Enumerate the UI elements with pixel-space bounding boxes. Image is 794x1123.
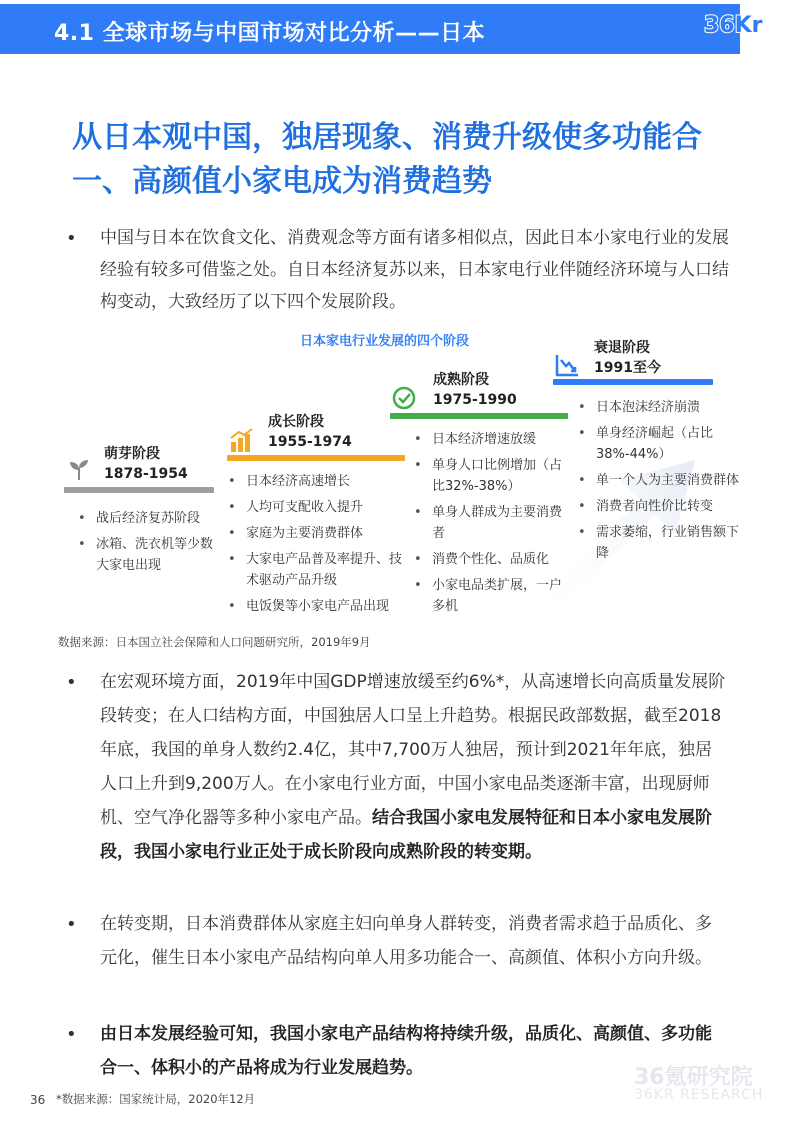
list-item: • 日本经济高速增长 (228, 471, 414, 492)
list-item: • 单身人口比例增加（占比32%-38%） (414, 455, 574, 497)
stage-4-list (578, 397, 744, 569)
header-bar (0, 0, 794, 56)
page-number: 36 (30, 1093, 46, 1107)
macro-paragraph-text: 在宏观环境方面，2019年中国GDP增速放缓至约6%*，从高速增长向高质量发展阶段转变；在人口结构方面，中国独居人口呈上升趋势。根据民政部数据，截至2018年底，我国的单身人数约2.4亿，其中7,700万人独居，预计到2021年年底，独居人口上升到9,200万人。在小家电行业方面，中国小家电品类逐渐丰富，出现厨师机、空气净化器等多种小家电产品。 (100, 672, 726, 828)
list-item: • 日本泡沫经济崩溃 (578, 397, 744, 418)
stage-3-years: 1975-1990 (433, 392, 517, 408)
watermark-cn: 36氪研究院 (634, 1065, 753, 1090)
stage-1-years: 1878-1954 (104, 466, 188, 482)
conclusion-paragraph: 由日本发展经验可知，我国小家电产品结构将持续升级，品质化、高颜值、多功能合一、体积小的产品将成为行业发展趋势。 (100, 1024, 712, 1078)
stage-2-list (228, 471, 414, 622)
stage-4-header (594, 338, 661, 378)
bullet-dot: • (66, 914, 77, 935)
bullet-dot: • (66, 1024, 77, 1045)
list-item: • 战后经济复苏阶段 (78, 508, 218, 529)
list-item: • 小家电品类扩展，一户多机 (414, 575, 574, 617)
list-item: • 电饭煲等小家电产品出现 (228, 596, 414, 617)
stage-3-bar (390, 413, 568, 419)
check-circle-icon (391, 385, 417, 411)
watermark-en: 36KR RESEARCH (634, 1087, 764, 1103)
sprout-icon (66, 456, 92, 482)
list-item: • 单身经济崛起（占比38%-44%） (578, 423, 744, 465)
list-item: • 消费个性化、品质化 (414, 549, 574, 570)
stage-2-header (268, 412, 352, 452)
macro-paragraph (100, 665, 728, 869)
list-item: • 人均可支配收入提升 (228, 497, 414, 518)
list-item: • 消费者向性价比转变 (578, 496, 744, 517)
stage-4-years: 1991至今 (594, 360, 661, 376)
stage-1-header (104, 444, 188, 484)
intro-paragraph: 中国与日本在饮食文化、消费观念等方面有诸多相似点，因此日本小家电行业的发展经验有较多可借鉴之处。自日本经济复苏以来，日本家电行业伴随经济环境与人口结构变动，大致经历了以下四个发展阶段。 (100, 228, 729, 312)
bullet-dot: • (66, 228, 77, 249)
list-item: • 家庭为主要消费群体 (228, 523, 414, 544)
bullet-dot: • (66, 672, 77, 693)
transition-paragraph: 在转变期，日本消费群体从家庭主妇向单身人群转变，消费者需求趋于品质化、多元化，催生日本小家电产品结构向单人用多功能合一、高颜值、体积小方向升级。 (100, 914, 712, 968)
list-item: • 需求萎缩，行业销售额下降 (578, 522, 744, 564)
stage-1-bar (64, 487, 214, 493)
stage-2-bar (227, 455, 405, 461)
logo-text: 36Kr (704, 13, 763, 38)
stage-4-bar (553, 379, 713, 385)
stage-2-years: 1955-1974 (268, 434, 352, 450)
stage-2-name: 成长阶段 (268, 414, 324, 430)
growth-bars-icon (229, 428, 255, 454)
stage-1-name: 萌芽阶段 (104, 446, 160, 462)
list-item: • 冰箱、洗衣机等少数大家电出现 (78, 534, 218, 576)
36kr-logo-icon (700, 2, 794, 54)
list-item: • 单一个人为主要消费群体 (578, 470, 744, 491)
stage-4-name: 衰退阶段 (594, 340, 650, 356)
decline-chart-icon (554, 352, 580, 378)
list-item: • 大家电产品普及率提升、技术驱动产品升级 (228, 549, 414, 591)
diagram-title: 日本家电行业发展的四个阶段 (300, 334, 470, 349)
stage-3-header (433, 370, 517, 410)
stage-3-list (414, 429, 574, 622)
stage-3-name: 成熟阶段 (433, 372, 489, 388)
footer-source-note: *数据来源：国家统计局，2020年12月 (56, 1092, 256, 1106)
section-title: 4.1 全球市场与中国市场对比分析——日本 (54, 21, 486, 46)
page-title: 从日本观中国，独居现象、消费升级使多功能合一、高颜值小家电成为消费趋势 (72, 120, 702, 199)
diagram-source-note: 数据来源：日本国立社会保障和人口问题研究所，2019年9月 (58, 635, 371, 649)
macro-paragraph-conclusion: 结合我国小家电发展特征和日本小家电发展阶段，我国小家电行业正处于成长阶段向成熟阶段的转变期。 (100, 808, 712, 862)
list-item: • 单身人群成为主要消费者 (414, 502, 574, 544)
stage-1-list (78, 508, 218, 581)
list-item: • 日本经济增速放缓 (414, 429, 574, 450)
